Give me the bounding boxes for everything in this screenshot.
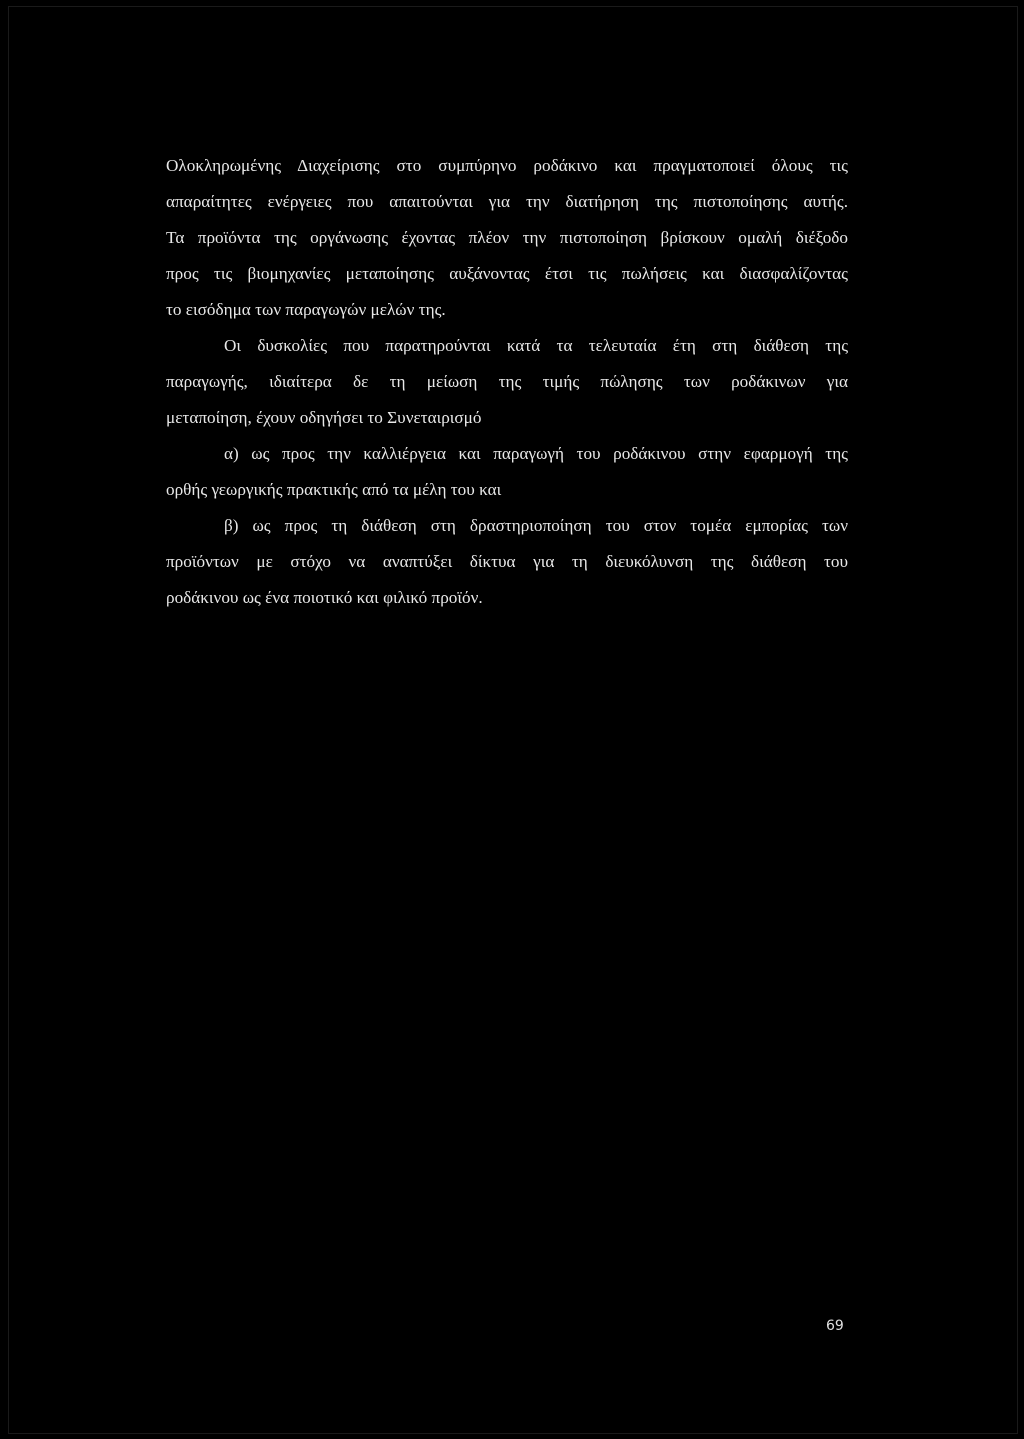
list-item-b: β) ως προς τη διάθεση στη δραστηριοποίηση του στον τομέα εμπορίας των — [224, 516, 848, 535]
page-number: 69 — [826, 1318, 844, 1334]
text-line: Τα προϊόντα της οργάνωσης έχοντας πλέον την πιστοποίηση βρίσκουν ομαλή διέξοδο — [166, 228, 848, 247]
text-line: Οι δυσκολίες που παρατηρούνται κατά τα τελευταία έτη στη διάθεση της — [224, 336, 848, 355]
text-line: παραγωγής, ιδιαίτερα δε τη μείωση της τιμής πώλησης των ροδάκινων για — [166, 372, 848, 391]
text-line: μεταποίηση, έχουν οδηγήσει το Συνεταιρισμό — [166, 408, 482, 427]
text-line: ορθής γεωργικής πρακτικής από τα μέλη του και — [166, 480, 502, 499]
list-item-a: α) ως προς την καλλιέργεια και παραγωγή του ροδάκινου στην εφαρμογή της — [224, 444, 848, 463]
text-line: το εισόδημα των παραγωγών μελών της. — [166, 300, 446, 319]
text-line: ροδάκινου ως ένα ποιοτικό και φιλικό προϊόν. — [166, 588, 483, 607]
text-line: απαραίτητες ενέργειες που απαιτούνται για την διατήρηση της πιστοποίησης αυτής. — [166, 192, 848, 211]
text-line: προϊόντων με στόχο να αναπτύξει δίκτυα για τη διευκόλυνση της διάθεση του — [166, 552, 848, 571]
document-body — [166, 148, 848, 616]
text-line: προς τις βιομηχανίες μεταποίησης αυξάνοντας έτσι τις πωλήσεις και διασφαλίζοντας — [166, 264, 848, 283]
text-line: Ολοκληρωμένης Διαχείρισης στο συμπύρηνο ροδάκινο και πραγματοποιεί όλους τις — [166, 156, 848, 175]
